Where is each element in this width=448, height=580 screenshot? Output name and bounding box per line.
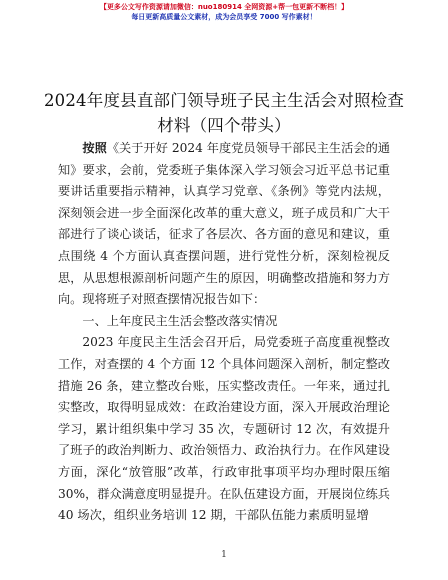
promo-banner xyxy=(0,2,448,22)
intro-lead-text: 按照 xyxy=(82,141,107,155)
document-title: 2024年度县直部门领导班子民主生活会对照检查材料（四个带头） xyxy=(43,91,405,135)
document-body xyxy=(58,138,390,527)
page-number: 1 xyxy=(221,550,227,560)
section-heading: 一、上年度民主生活会整改落实情况 xyxy=(82,313,278,328)
promo-banner-line-1: 【更多公文写作资源请加微信：nuo180914 全网资源+帮一包更新不断档！】 xyxy=(99,3,349,11)
intro-body-text: 《关于开好 2024 年度党员领导干部民主生活会的通知》要求，会前，党委班子集体深入学习领会习近平总书记重要讲话重要指示精神，认真学习党章、《条例》等党内法规，深刻领会进一步全面深化改革的重大意义，班子成员和广大干部进行了谈心谈话，征求了各层次、各方面的意见和建议，重点围绕 4 个方面认真查摆问题，进行党性分析，深刻检视反思，从思想根源剖析问题产生的原因，明确整改措施和努力方向。现将班子对照查摆情况报告如下： xyxy=(58,141,390,307)
intro-paragraph xyxy=(58,138,390,311)
promo-banner-line-2: 每日更新高质量公文素材，成为会员享受 7000 写作素材！ xyxy=(131,13,317,21)
section-paragraph: 2023 年度民主生活会召开后，局党委班子高度重视整改工作，对查摆的 4 个方面 12 个具体问题深入剖析，制定整改措施 26 条，建立整改台账，压实整改责任。一年来，通过扎实整改，取得明显成效：在政治建设方面，深入开展政治理论学习，累计组织集中学习 35 次，专题研讨 12 次，有效提升了班子的政治判断力、政治领悟力、政治执行力。在作风建设方面，深化“放管服”改革，行政审批事项平均办理时限压缩 30%，群众满意度明显提升。在队伍建设方面，开展岗位练兵 40 场次，组织业务培训 12 期，干部队伍能力素质明显增 xyxy=(58,335,390,523)
